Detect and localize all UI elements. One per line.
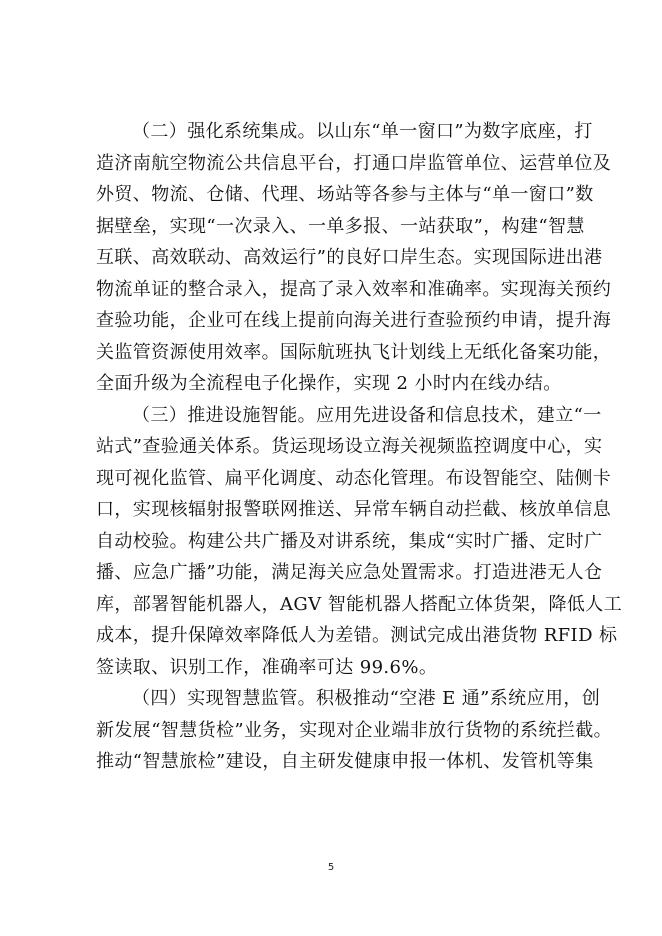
paragraph-line: 据壁垒，实现“一次录入、一单多报、一站获取”，构建“智慧 <box>96 215 585 237</box>
paragraph-line: 外贸、物流、仓储、代理、场站等各参与主体与“单一窗口”数 <box>96 184 594 205</box>
paragraph-line: 库，部署智能机器人，AGV 智能机器人搭配立体货架，降低人工 <box>96 593 623 615</box>
paragraph-system-integration <box>96 116 612 400</box>
paragraph-line: （四）实现智慧监管。积极推动“空港 E 通”系统应用，创 <box>132 688 601 709</box>
paragraph-line: 新发展“智慧货检”业务，实现对企业端非放行货物的系统拦截。 <box>96 719 613 741</box>
paragraph-smart-facilities <box>96 400 623 684</box>
paragraph-line: 关监管资源使用效率。国际航班执飞计划线上无纸化备案功能， <box>96 341 612 363</box>
paragraph-line: 互联、高效联动、高效运行”的良好口岸生态。实现国际进出港 <box>96 247 603 268</box>
paragraph-line: 签读取、识别工作，准确率可达 99.6%。 <box>96 656 438 678</box>
paragraph-line: 造济南航空物流公共信息平台，打通口岸监管单位、运营单位及 <box>96 152 612 174</box>
paragraph-line: 推动“智慧旅检”建设，自主研发健康申报一体机、发管机等集 <box>96 751 594 772</box>
paragraph-smart-supervision <box>96 683 613 778</box>
paragraph-line: 成本，提升保障效率降低人为差错。测试完成出港货物 RFID 标 <box>96 625 618 646</box>
page-number: 5 <box>327 862 335 873</box>
paragraph-line: 查验功能，企业可在线上提前向海关进行查验预约申请，提升海 <box>96 310 612 331</box>
paragraph-line: 站式”查验通关体系。货运现场设立海关视频监控调度中心，实 <box>96 436 603 457</box>
paragraph-line: 口，实现核辐射报警联网推送、异常车辆自动拦截、核放单信息 <box>96 499 612 520</box>
paragraph-line: （二）强化系统集成。以山东“单一窗口”为数字底座，打 <box>132 121 593 142</box>
paragraph-line: （三）推进设施智能。应用先进设备和信息技术，建立“一 <box>132 404 602 426</box>
paragraph-line: 现可视化监管、扁平化调度、动态化管理。布设智能空、陆侧卡 <box>96 467 612 489</box>
paragraph-line: 自动校验。构建公共广播及对讲系统，集成“实时广播、定时广 <box>96 530 603 552</box>
paragraph-line: 播、应急广播”功能，满足海关应急处置需求。打造进港无人仓 <box>96 562 603 583</box>
paragraph-line: 全面升级为全流程电子化操作，实现 2 小时内在线办结。 <box>96 373 562 394</box>
document-body <box>96 116 623 778</box>
paragraph-line: 物流单证的整合录入，提高了录入效率和准确率。实现海关预约 <box>96 278 612 300</box>
